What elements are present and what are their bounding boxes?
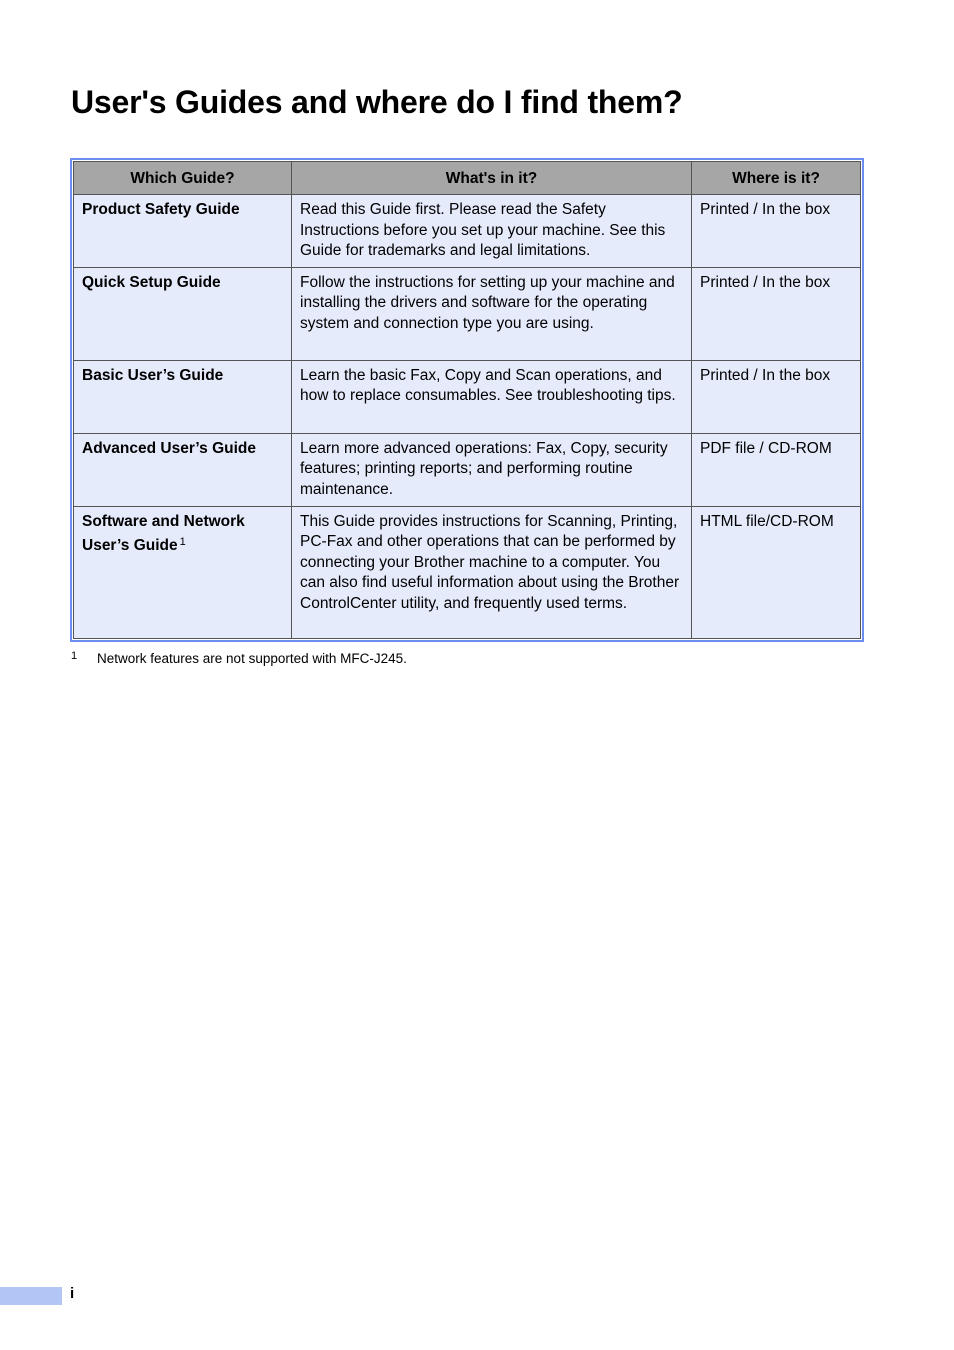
- guide-contents-cell: Follow the instructions for setting up your machine and installing the drivers and software for the operating system and connection type you are using.: [292, 267, 692, 360]
- table-row: [74, 433, 861, 506]
- guides-table: [73, 161, 861, 639]
- guide-location-cell: Printed / In the box: [692, 195, 861, 268]
- guide-contents-cell: Read this Guide first. Please read the Safety Instructions before you set up your machine. See this Guide for trademarks and legal limitations.: [292, 195, 692, 268]
- header-whats-in-it: What's in it?: [292, 162, 692, 195]
- guide-location-cell: Printed / In the box: [692, 267, 861, 360]
- footnote-text: Network features are not supported with MFC-J245.: [97, 651, 407, 666]
- guide-name-cell: Advanced User’s Guide: [74, 433, 292, 506]
- page-title: User's Guides and where do I find them?: [71, 84, 683, 120]
- table-row: [74, 195, 861, 268]
- guide-name-text: Software and Network User’s Guide: [82, 512, 245, 554]
- guide-location-cell: PDF file / CD-ROM: [692, 433, 861, 506]
- guide-name-cell: Quick Setup Guide: [74, 267, 292, 360]
- guide-contents-cell: Learn the basic Fax, Copy and Scan operations, and how to replace consumables. See troubleshooting tips.: [292, 360, 692, 433]
- guide-name-cell: Basic User’s Guide: [74, 360, 292, 433]
- header-where-is-it: Where is it?: [692, 162, 861, 195]
- header-which-guide: Which Guide?: [74, 162, 292, 195]
- guide-contents-cell: This Guide provides instructions for Scanning, Printing, PC-Fax and other operations that can be performed by connecting your Brother machine to a computer. You can also find useful information about using the Brother ControlCenter utility, and frequently used terms.: [292, 506, 692, 638]
- footnote-reference: 1: [179, 536, 186, 548]
- page-number: i: [70, 1285, 75, 1302]
- table-row: [74, 506, 861, 638]
- table-row: [74, 267, 861, 360]
- guide-location-cell: Printed / In the box: [692, 360, 861, 433]
- guide-contents-cell: Learn more advanced operations: Fax, Copy, security features; printing reports; and performing routine maintenance.: [292, 433, 692, 506]
- footnote-number: 1: [71, 650, 78, 662]
- page-edge-tab: [0, 1287, 62, 1305]
- guide-location-cell: HTML file/CD-ROM: [692, 506, 861, 638]
- guides-table-frame: [70, 158, 864, 642]
- table-row: [74, 360, 861, 433]
- guide-name-cell: Product Safety Guide: [74, 195, 292, 268]
- guide-name-cell: [74, 506, 292, 638]
- table-header-row: [74, 162, 861, 195]
